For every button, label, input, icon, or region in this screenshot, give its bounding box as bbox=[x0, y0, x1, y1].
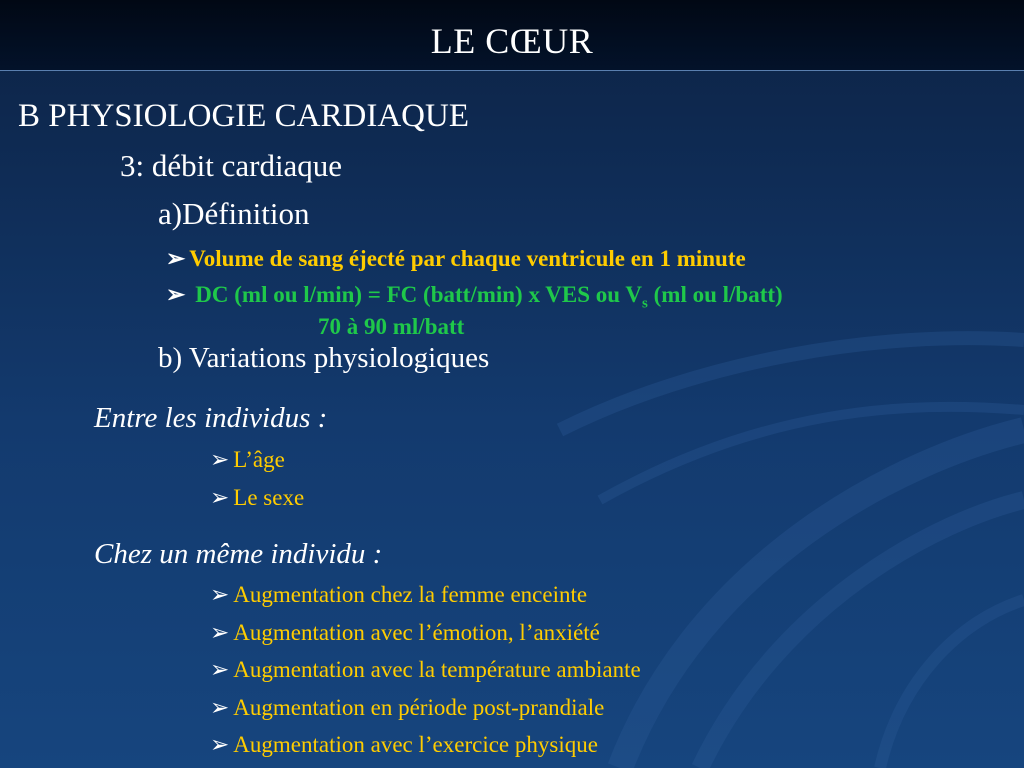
formula-text: DC (ml ou l/min) = FC (batt/min) x VES ou V bbox=[195, 282, 643, 307]
arrow-bullet-icon: ➢ bbox=[210, 657, 230, 682]
section-heading: B PHYSIOLOGIE CARDIAQUE bbox=[18, 98, 469, 134]
list-item: ➢ Augmentation avec l’exercice physique bbox=[210, 732, 598, 757]
arrow-bullet-icon: ➢ bbox=[210, 695, 230, 720]
list-item: ➢ Augmentation avec l’émotion, l’anxiété bbox=[210, 620, 600, 645]
formula-subscript: s bbox=[642, 295, 648, 312]
definition-bullet bbox=[166, 246, 746, 272]
definition-text: Volume de sang éjecté par chaque ventricule en 1 minute bbox=[189, 246, 746, 271]
list-item: ➢ Augmentation chez la femme enceinte bbox=[210, 582, 588, 607]
arrow-bullet-icon: ➢ bbox=[166, 282, 186, 307]
between-individuals-heading: Entre les individus : bbox=[94, 402, 328, 434]
subsection-heading: 3: débit cardiaque bbox=[120, 148, 343, 183]
same-individual-heading: Chez un même individu : bbox=[94, 538, 383, 570]
definition-heading: a)Définition bbox=[158, 196, 310, 231]
arrow-bullet-icon: ➢ bbox=[166, 246, 186, 271]
arrow-bullet-icon: ➢ bbox=[210, 485, 230, 510]
arrow-bullet-icon: ➢ bbox=[210, 620, 230, 645]
list-item: ➢ L’âge bbox=[210, 447, 285, 472]
variations-heading: b) Variations physiologiques bbox=[158, 342, 490, 374]
arrow-bullet-icon: ➢ bbox=[210, 732, 230, 757]
arrow-bullet-icon: ➢ bbox=[210, 582, 230, 607]
list-item: ➢ Augmentation en période post-prandiale bbox=[210, 695, 605, 720]
arrow-bullet-icon: ➢ bbox=[210, 447, 230, 472]
list-item: ➢ Augmentation avec la température ambiante bbox=[210, 657, 641, 682]
title-divider bbox=[0, 70, 1024, 71]
list-item: ➢ Le sexe bbox=[210, 485, 305, 510]
slide-title: LE CŒUR bbox=[430, 21, 594, 61]
formula-value: 70 à 90 ml/batt bbox=[318, 314, 465, 339]
formula-bullet bbox=[166, 282, 783, 313]
formula-text-end: (ml ou l/batt) bbox=[647, 282, 783, 307]
